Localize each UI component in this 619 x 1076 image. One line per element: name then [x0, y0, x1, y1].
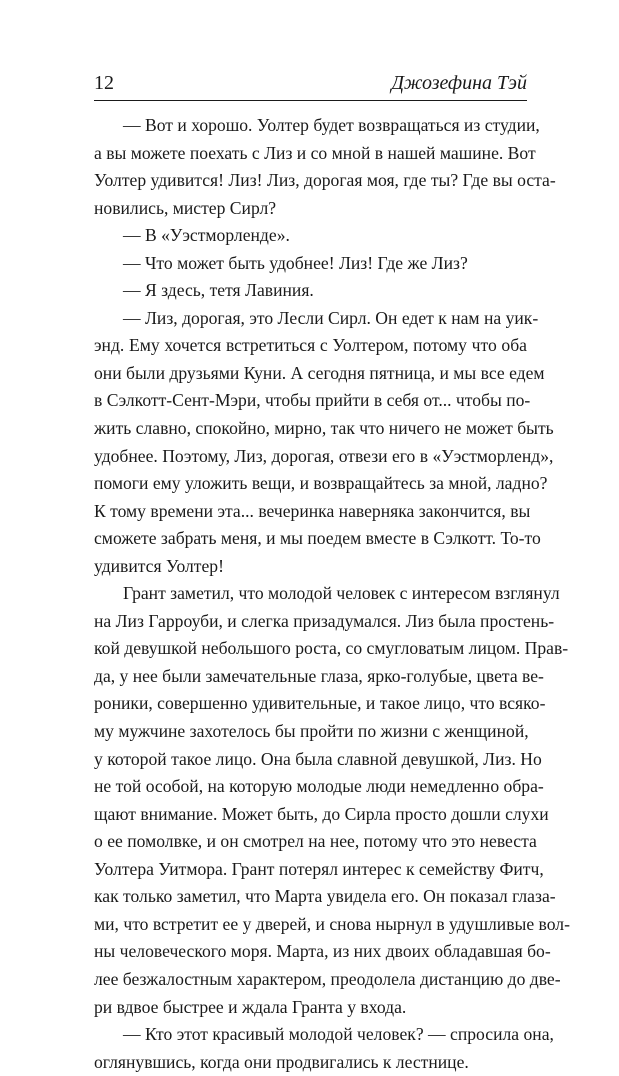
running-title: Джозефина Тэй	[391, 72, 527, 94]
text-line: Уолтера Уитмора. Грант потерял интерес к семейству Фитч,	[94, 858, 544, 879]
text-line: Грант заметил, что молодой человек с интересом взглянул	[123, 583, 560, 604]
body-text	[94, 112, 570, 1076]
text-line: не той особой, на которую молодые люди немедленно обра-	[94, 776, 544, 797]
text-line: — Вот и хорошо. Уолтер будет возвращаться из студии,	[123, 115, 540, 135]
text-line: как только заметил, что Марта увидела его. Он показал глаза-	[94, 886, 556, 907]
text-line: ны человеческого моря. Марта, из них двоих обладавшая бо-	[94, 941, 551, 962]
text-line: — Кто этот красивый молодой человек? — спросила она,	[123, 1024, 554, 1045]
text-line: в Сэлкотт-Сент-Мэри, чтобы прийти в себя от... чтобы по-	[94, 390, 531, 411]
text-line: на Лиз Гарроуби, и слегка призадумался. Лиз была простень-	[94, 610, 555, 631]
text-line: Уолтер удивится! Лиз! Лиз, дорогая моя, где ты? Где вы оста-	[94, 170, 556, 191]
page-header	[94, 70, 527, 101]
text-line: лее безжалостным характером, преодолела дистанцию до две-	[94, 968, 561, 989]
page-number: 12	[94, 72, 114, 94]
text-line: К тому времени эта... вечеринка наверняка закончится, вы	[94, 500, 531, 521]
text-line: энд. Ему хочется встретиться с Уолтером, потому что оба	[94, 335, 527, 356]
text-line: жить славно, спокойно, мирно, так что ничего не может быть	[94, 418, 554, 439]
text-line: му мужчине захотелось бы пройти по жизни с женщиной,	[94, 721, 529, 742]
text-line: помоги ему уложить вещи, и возвращайтесь за мной, ладно?	[94, 473, 548, 494]
text-line: а вы можете поехать с Лиз и со мной в нашей машине. Вот	[94, 142, 536, 163]
text-line: ри вдвое быстрее и ждала Гранта у входа.	[94, 996, 407, 1017]
text-line: роники, совершенно удивительные, и такое лицо, что всяко-	[94, 693, 546, 714]
text-line: сможете забрать меня, и мы поедем вместе в Сэлкотт. То-то	[94, 528, 541, 549]
text-line: о ее помолвке, и он смотрел на нее, потому что это невеста	[94, 831, 537, 852]
text-line: кой девушкой небольшого роста, со смугловатым лицом. Прав-	[94, 638, 569, 659]
text-line: удивится Уолтер!	[94, 555, 224, 576]
text-line: у которой такое лицо. Она была славной девушкой, Лиз. Но	[94, 748, 542, 769]
text-line: — В «Уэстморленде».	[123, 225, 290, 246]
text-line: оглянувшись, когда они продвигались к лестнице.	[94, 1051, 469, 1072]
text-line: — Что может быть удобнее! Лиз! Где же Лиз?	[123, 252, 468, 273]
text-line: да, у нее были замечательные глаза, ярко-голубые, цвета ве-	[94, 665, 544, 686]
text-line: ми, что встретит ее у дверей, и снова нырнул в удушливые вол-	[94, 913, 570, 934]
text-line: — Я здесь, тетя Лавиния.	[123, 280, 314, 301]
text-line: удобнее. Поэтому, Лиз, дорогая, отвези его в «Уэстморленд»,	[94, 445, 554, 466]
text-line: новились, мистер Сирл?	[94, 197, 277, 218]
text-line: щают внимание. Может быть, до Сирла просто дошли слухи	[94, 803, 549, 824]
text-line: — Лиз, дорогая, это Лесли Сирл. Он едет к нам на уик-	[123, 307, 539, 328]
text-line: они были друзьями Куни. А сегодня пятница, и мы все едем	[94, 362, 545, 383]
